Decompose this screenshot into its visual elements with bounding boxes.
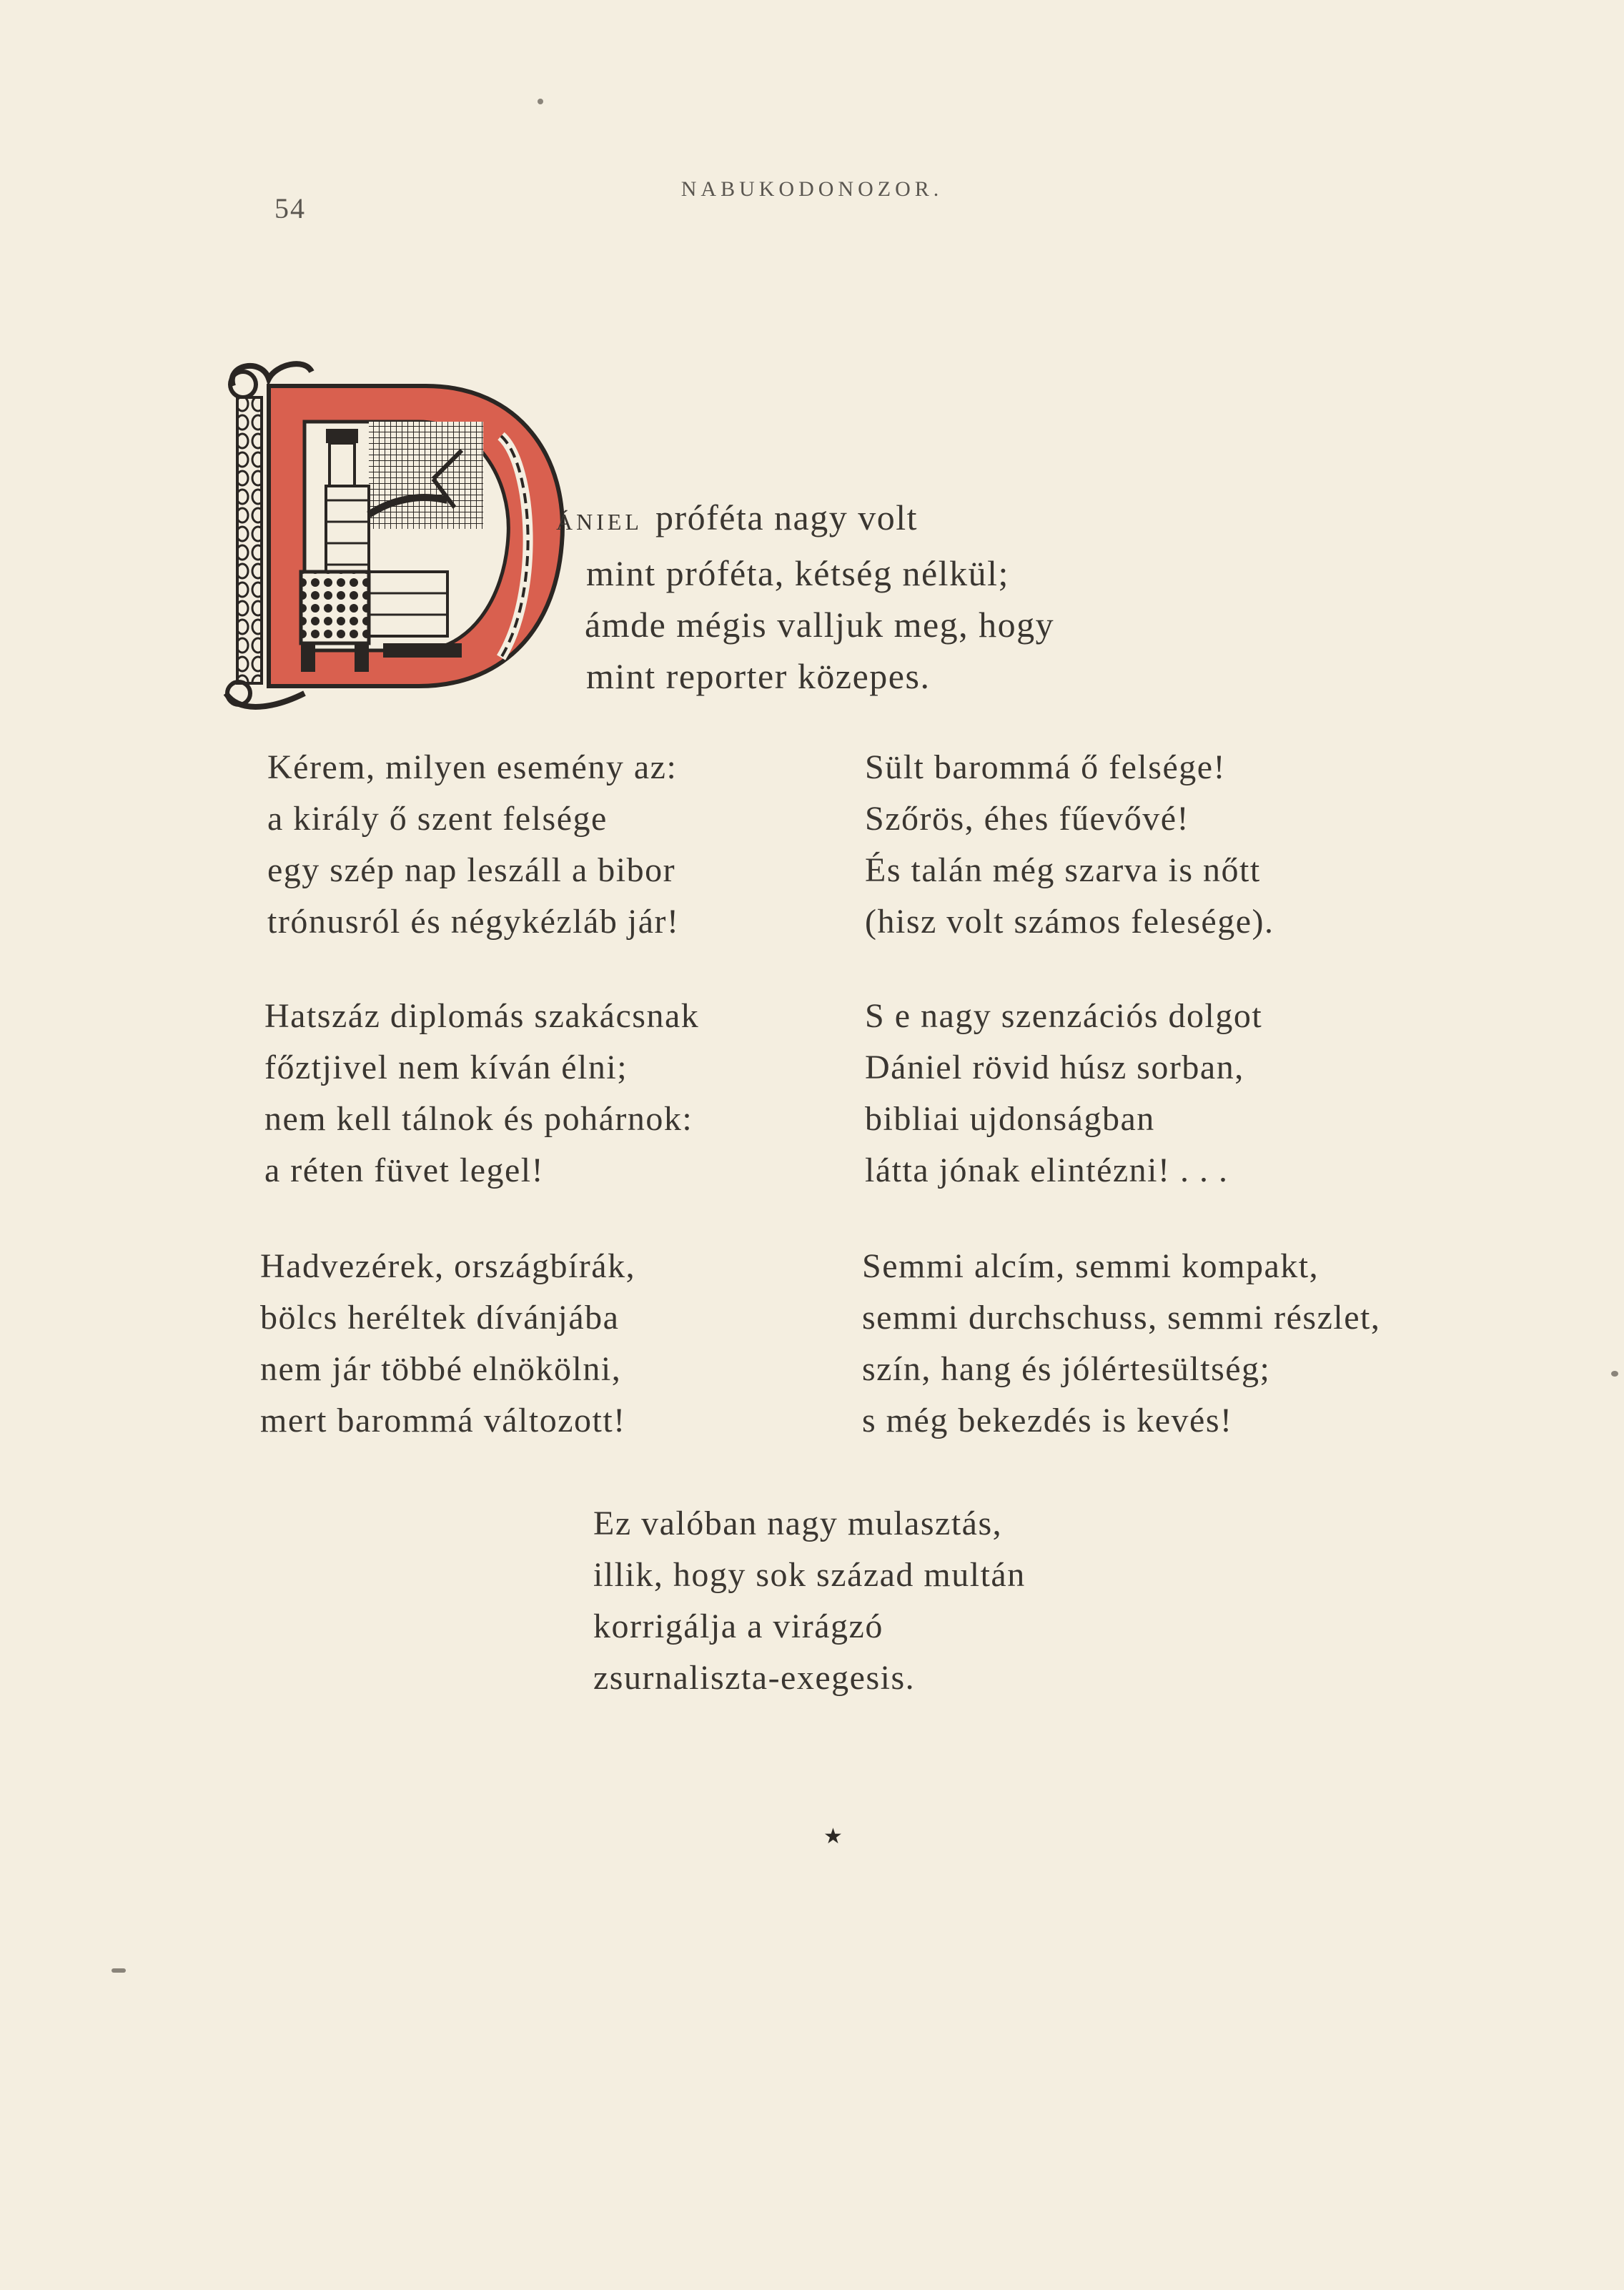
verse-line: s még bekezdés is kevés! xyxy=(862,1402,1233,1439)
verse-line: a réten füvet legel! xyxy=(264,1151,545,1189)
stanza-right-1 xyxy=(865,742,1274,948)
paper-speck xyxy=(1611,1371,1618,1377)
verse-line: zsurnaliszta-exegesis. xyxy=(593,1659,916,1697)
verse-line: nem jár többé elnökölni, xyxy=(260,1350,622,1388)
verse-line: nem kell tálnok és pohárnok: xyxy=(264,1100,693,1138)
illuminated-initial-d-icon xyxy=(219,357,569,715)
stanza-right-2 xyxy=(865,991,1262,1196)
verse-line: a király ő szent felsége xyxy=(267,800,608,838)
verse-line: S e nagy szenzációs dolgot xyxy=(865,997,1263,1035)
intro-smallcaps: ÁNIEL xyxy=(556,509,643,535)
verse-line: Kérem, milyen esemény az: xyxy=(267,748,678,786)
stanza-right-3 xyxy=(862,1241,1380,1447)
verse-line: szín, hang és jólértesültség; xyxy=(862,1350,1271,1388)
page-number: 54 xyxy=(274,192,306,224)
stanza-left-2 xyxy=(264,991,699,1196)
verse-line: látta jónak elintézni! . . . xyxy=(865,1151,1229,1189)
verse-line: Szőrös, éhes fűevővé! xyxy=(865,800,1190,838)
verse-line: trónusról és négykézláb jár! xyxy=(267,903,680,941)
paper-speck xyxy=(112,1968,126,1973)
verse-line: bölcs heréltek dívánjába xyxy=(260,1299,620,1337)
verse-line: Hatszáz diplomás szakácsnak xyxy=(264,997,700,1035)
verse-line: Hadvezérek, országbírák, xyxy=(260,1247,636,1285)
verse-line: Ez valóban nagy mulasztás, xyxy=(593,1505,1003,1542)
intro-line: próféta nagy volt xyxy=(655,497,919,537)
verse-line: korrigálja a virágzó xyxy=(593,1607,883,1645)
verse-line: illik, hogy sok század multán xyxy=(593,1556,1026,1594)
stanza-left-3 xyxy=(260,1241,635,1447)
running-title: NABUKODONOZOR. xyxy=(680,177,944,201)
stanza-final xyxy=(593,1498,1026,1704)
verse-line: mert barommá változott! xyxy=(260,1402,626,1439)
intro-line: mint próféta, kétség nélkül; xyxy=(586,553,1009,593)
verse-line: egy szép nap leszáll a bibor xyxy=(267,851,676,889)
paper-speck xyxy=(538,99,543,104)
verse-line: Sült barommá ő felsége! xyxy=(865,748,1227,786)
star-ornament: ★ xyxy=(823,1825,843,1848)
verse-line: (hisz volt számos felesége). xyxy=(865,903,1274,941)
intro-line: mint reporter közepes. xyxy=(586,656,931,696)
verse-line: főztjivel nem kíván élni; xyxy=(264,1049,628,1086)
intro-stanza xyxy=(556,492,1054,702)
verse-line: Semmi alcím, semmi kompakt, xyxy=(862,1247,1320,1285)
stanza-left-1 xyxy=(267,742,679,948)
verse-line: semmi durchschuss, semmi részlet, xyxy=(862,1299,1381,1337)
verse-line: bibliai ujdonságban xyxy=(865,1100,1155,1138)
verse-line: És talán még szarva is nőtt xyxy=(865,851,1261,889)
verse-line: Dániel rövid húsz sorban, xyxy=(865,1049,1244,1086)
intro-line: ámde mégis valljuk meg, hogy xyxy=(585,605,1055,645)
